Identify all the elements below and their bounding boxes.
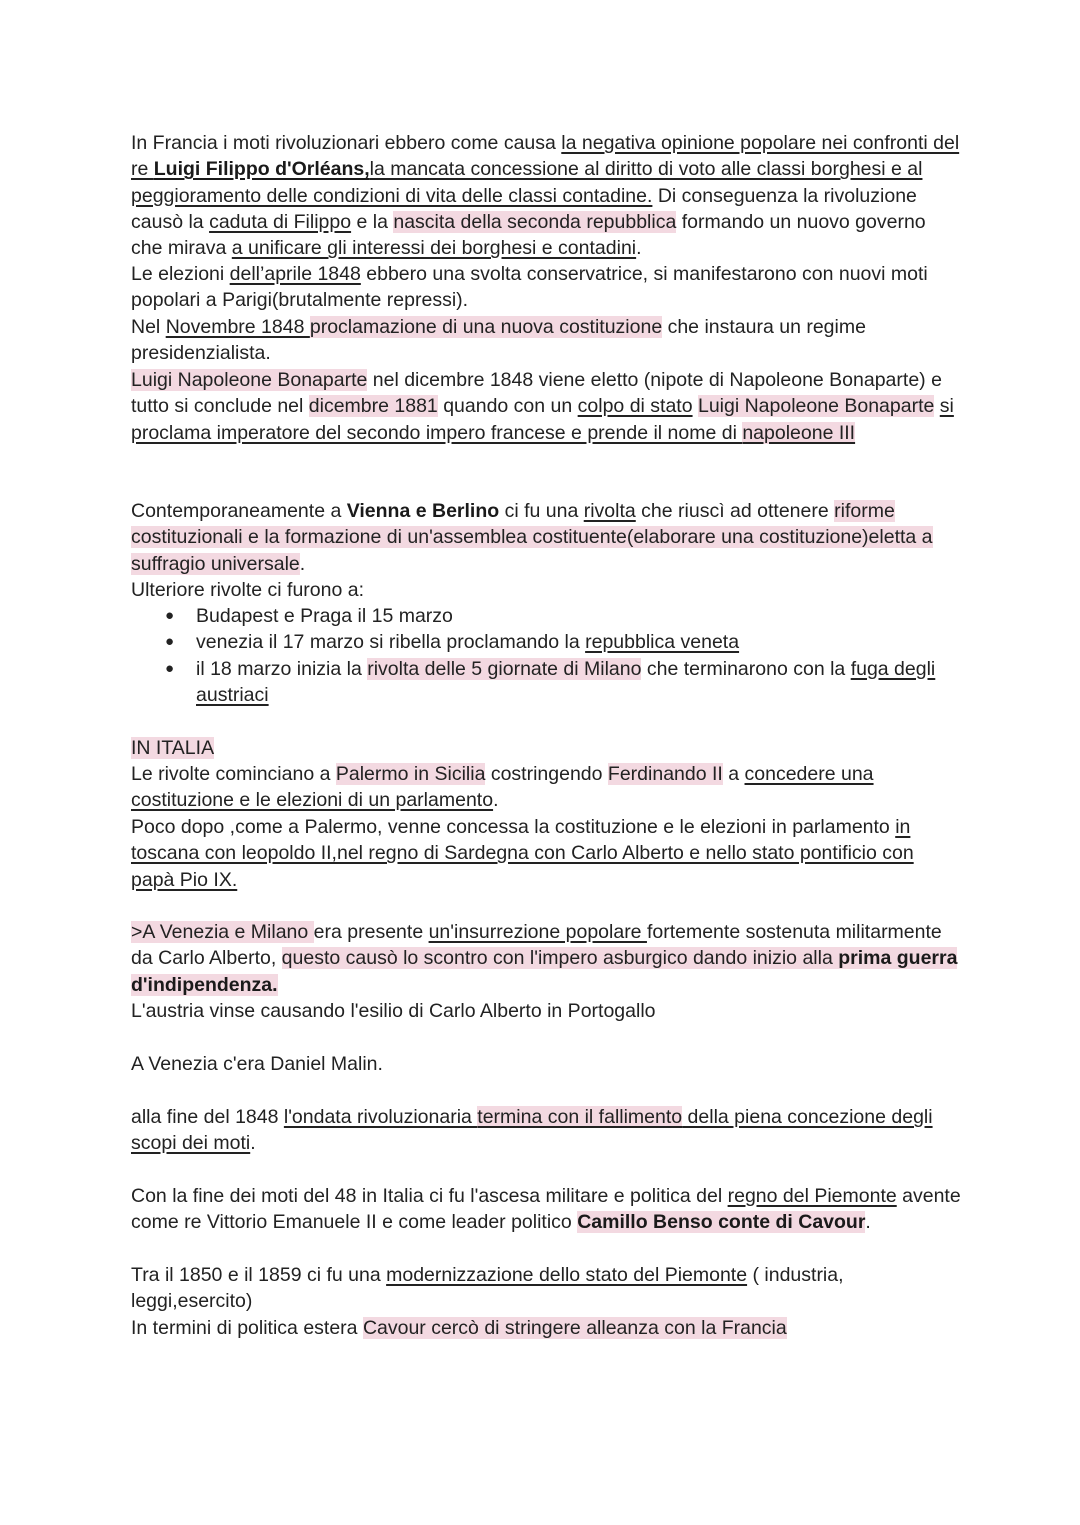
text-span: Contemporaneamente a [131, 500, 347, 522]
paragraph-poco-dopo [131, 814, 961, 893]
text-span: ( industria, leggi,esercito) [131, 1264, 844, 1313]
underlined-text: caduta di Filippo [209, 210, 352, 233]
bullet-icon: ● [165, 633, 175, 651]
paragraph-vienna-berlino [131, 498, 961, 577]
text-span: venezia il 17 marzo si ribella proclamando la [196, 631, 586, 654]
underlined-text: repubblica veneta [585, 631, 740, 654]
text-span: quando con un [437, 395, 578, 418]
text-span: avente come re Vittorio Emanuele II e come leader politico [131, 1185, 961, 1234]
text-span: In termini di politica estera [131, 1317, 363, 1339]
text-span: In Francia i moti rivoluzionari ebbero come causa [131, 132, 562, 154]
paragraph-venezia-milano [131, 919, 961, 998]
text-span: Ulteriore rivolte ci furono a: [131, 579, 365, 601]
text-span: formando un nuovo governo che mirava [131, 210, 926, 260]
highlighted-text: rivolta delle 5 giornate di Milano [367, 657, 642, 680]
highlighted-underlined-text: termina con il fallimento [477, 1106, 683, 1128]
text-span: a [722, 763, 745, 785]
text-span: . [299, 552, 306, 575]
text-span: L'austria vinse causando l'esilio di Carlo Alberto in Portogallo [131, 1000, 656, 1022]
highlighted-text: questo causò lo scontro con l'impero asburgico dando inizio alla [281, 947, 839, 970]
text-span: . [865, 1211, 871, 1234]
text-span: Tra il 1850 e il 1859 ci fu una [131, 1264, 387, 1286]
bold-underlined-text: Luigi Filippo d'Orléans, [153, 158, 370, 181]
text-span: ebbero una svolta conservatrice, si manifestarono con nuovi moti popolari a Parigi(brutalmente repressi). [131, 263, 928, 312]
bold-highlighted-text: Camillo Benso conte di Cavour [577, 1211, 866, 1234]
underlined-text: la negativa opinione popolare nei confronti del re [131, 132, 960, 181]
text-span: Poco dopo ,come a Palermo, venne concessa la costituzione e le elezioni in parlamento [131, 816, 896, 838]
underlined-text: a unificare gli interessi dei borghesi e contadini [231, 237, 637, 260]
paragraph-palermo [131, 761, 961, 814]
highlighted-text: nascita della seconda repubblica [393, 210, 677, 233]
bullet-icon: ● [165, 607, 175, 624]
text-span: che riuscì ad ottenere [635, 500, 835, 522]
highlighted-text: IN ITALIA [131, 737, 215, 759]
text-span: fortemente sostenuta militarmente da Carlo Alberto, [131, 921, 942, 970]
paragraph-napoleone [131, 367, 961, 446]
text-span: Le rivolte cominciano a [131, 763, 336, 785]
underlined-text: colpo di stato [577, 395, 693, 418]
highlighted-text: Luigi Napoleone Bonaparte [131, 369, 368, 391]
paragraph-malin [131, 1051, 961, 1077]
text-span: Con la fine dei moti del 48 in Italia ci fu l'ascesa militare e politica del [131, 1185, 728, 1207]
bold-text: Vienna e Berlino [346, 500, 500, 522]
highlighted-text: Cavour cercò di stringere alleanza con la Francia [362, 1317, 787, 1339]
text-span: Nel [131, 316, 166, 338]
highlighted-text: proclamazione di una nuova costituzione [309, 316, 663, 338]
bullet-icon: ● [165, 659, 175, 677]
underlined-text: fuga degli austriaci [196, 657, 936, 706]
highlighted-text: Palermo in Sicilia [335, 763, 486, 785]
highlighted-text: >A Venezia e Milano [131, 921, 314, 943]
text-span: il 18 marzo inizia la [196, 657, 368, 680]
bold-highlighted-text: prima guerra d'indipendenza. [131, 947, 958, 996]
paragraph-costituzione [131, 314, 961, 367]
highlighted-text: dicembre 1881 [308, 395, 438, 418]
underlined-text: Novembre 1848 [165, 316, 310, 338]
underlined-text: l'ondata rivoluzionaria [283, 1106, 478, 1128]
underlined-text: si proclama imperatore del secondo impero francese e prende il nome di [131, 395, 954, 444]
highlighted-text: Ferdinando II [607, 763, 723, 785]
bullet-list [131, 603, 961, 708]
paragraph-francia [131, 130, 961, 261]
section-heading-in-italia [131, 735, 961, 761]
underlined-text: la mancata concessione al diritto di voto alle classi borghesi e al peggioramento delle condizioni di vita delle classi contadine. [131, 158, 923, 207]
text-span: che terminarono con la [641, 657, 851, 680]
paragraph-politica-estera [131, 1315, 961, 1341]
text-span: era presente [313, 921, 429, 943]
list-item [131, 603, 961, 629]
text-span: A Venezia c'era Daniel Malin. [131, 1053, 383, 1075]
highlighted-text: Luigi Napoleone Bonaparte [697, 395, 935, 418]
underlined-text: dell’aprile 1848 [229, 263, 361, 285]
text-span: Budapest e Praga il 15 marzo [196, 605, 453, 627]
text-span: costringendo [485, 763, 608, 785]
paragraph-ulteriori [131, 577, 961, 603]
underlined-text: regno del Piemonte [727, 1185, 897, 1207]
underlined-text: modernizzazione dello stato del Piemonte [386, 1264, 748, 1286]
paragraph-piemonte [131, 1183, 961, 1236]
list-item [131, 629, 961, 655]
text-span: alla fine del 1848 [131, 1106, 284, 1128]
text-span: ci fu una [499, 500, 584, 522]
paragraph-austria [131, 998, 961, 1024]
text-span: e la [351, 210, 394, 233]
text-span: Di conseguenza la rivoluzione causò la [131, 184, 917, 233]
text-span: che instaura un regime presidenzialista. [131, 316, 866, 365]
paragraph-elezioni [131, 261, 961, 314]
paragraph-fine-1848 [131, 1104, 961, 1157]
underlined-text: un'insurrezione popolare [428, 921, 647, 943]
text-span: . [250, 1132, 256, 1155]
highlighted-underlined-text: napoleone III [742, 421, 856, 444]
text-span: . [493, 789, 499, 812]
highlighted-text: riforme costituzionali e la formazione di un'assemblea costituente(elaborare una costituzione)eletta a suffragio universale [131, 500, 933, 575]
text-span: Le elezioni [131, 263, 230, 285]
text-span: nel dicembre 1848 viene eletto (nipote di Napoleone Bonaparte) e tutto si conclude nel [131, 369, 942, 418]
paragraph-modernizzazione [131, 1262, 961, 1315]
list-item [131, 656, 961, 709]
underlined-text: della piena concezione degli scopi dei moti [131, 1106, 933, 1155]
text-span: . [636, 237, 642, 260]
underlined-text: rivolta [583, 500, 636, 522]
underlined-text: concedere una costituzione e le elezioni di un parlamento [131, 763, 874, 812]
underlined-text: in toscana con leopoldo II,nel regno di Sardegna con Carlo Alberto e nello stato pontificio con papà Pio IX. [131, 816, 914, 891]
